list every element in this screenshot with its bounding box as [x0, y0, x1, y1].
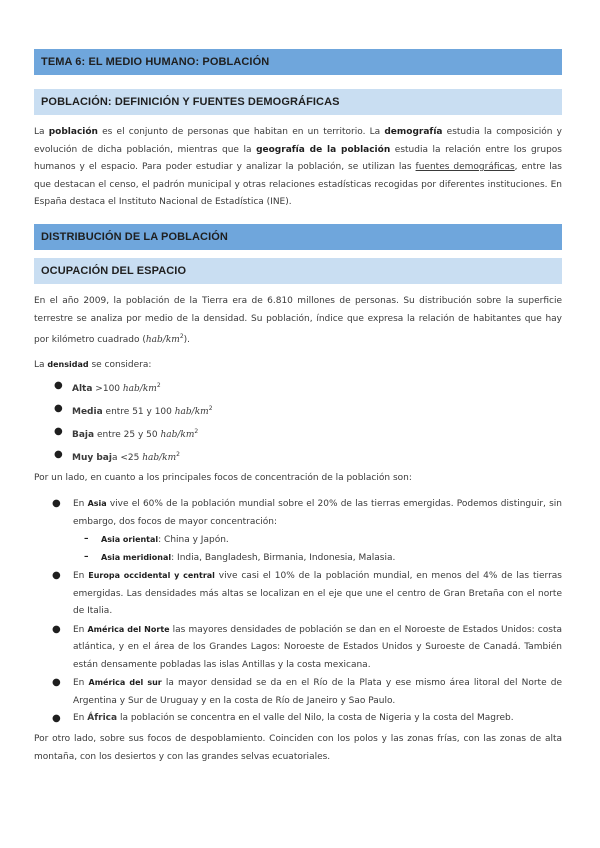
list-item: ● Media entre 51 y 100 hab/$km^2$: [54, 403, 213, 417]
focos-list: [52, 495, 562, 728]
unit-hab-km: hab/km: [145, 335, 180, 345]
term-geografia-poblacion: geografía de la población: [256, 144, 391, 155]
paragraph-focos-intro: Por un lado, en cuanto a los principales focos de concentración de la población son:: [34, 473, 412, 483]
paragraph-ocupacion: En el año 2009, la población de la Tierra era de 6.810 millones de personas. Su distribución sobre la superficie terrestre se analiza por medio de la densidad. Su población, índice que expresa la relación de habitantes que hay por kilómetro cuadrado $(hab/km^2)$.: [34, 296, 562, 345]
term-demografia: demografía: [384, 127, 443, 137]
asia-sublist: [73, 531, 562, 567]
list-item: ● Alta >100 hab/$km^2$: [54, 380, 161, 394]
density-list: [54, 377, 213, 469]
list-item: ● Muy baja <25 hab/$km^2$: [54, 449, 180, 463]
term-poblacion: población: [48, 127, 98, 137]
document-title: TEMA 6: EL MEDIO HUMANO: POBLACIÓN: [34, 49, 562, 75]
term-densidad: densidad: [47, 360, 89, 369]
list-item: – Asia oriental: China y Japón.: [84, 534, 229, 545]
list-item: ● Baja entre 25 y 50 hab/$km^2$: [54, 426, 199, 440]
list-item-europa: ● En Europa occidental y central vive casi el 10% de la población mundial, en menos del 4% de las tierras emergidas. Las densidades más altas se localizan en el eje que une el centro de Gran Bretaña con el norte de Italia.: [52, 570, 562, 616]
term-fuentes-demograficas: fuentes demográficas: [415, 162, 515, 172]
list-item: – Asia meridional: India, Bangladesh, Birmania, Indonesia, Malasia.: [84, 552, 396, 563]
section-heading-distribucion: DISTRIBUCIÓN DE LA POBLACIÓN: [34, 224, 562, 250]
paragraph-despoblamiento: Por otro lado, sobre sus focos de despoblamiento. Coinciden con los polos y las zonas frías, con las zonas de alta montaña, con los desiertos y con las grandes selvas ecuatoriales.: [34, 734, 562, 762]
paragraph-densidad-intro: La densidad se considera:: [34, 360, 152, 370]
section-heading-poblacion: POBLACIÓN: DEFINICIÓN Y FUENTES DEMOGRÁFICAS: [34, 89, 562, 115]
list-item-america-norte: ● En América del Norte las mayores densidades de población se dan en el Noroeste de Estados Unidos: costa atlántica, y en el área de los Grandes Lagos: Noroeste de Estados Unidos y Suroeste de Canadá. También están densamente pobladas las islas Antillas y la costa mexicana.: [52, 623, 562, 670]
list-item-africa: ● En África la población se concentra en el valle del Nilo, la costa de Nigeria y la costa del Magreb.: [52, 713, 514, 724]
subsection-heading-ocupacion: OCUPACIÓN DEL ESPACIO: [34, 258, 562, 284]
list-item-america-sur: ● En América del sur la mayor densidad se da en el Río de la Plata y ese mismo área litoral del Norte de Argentina y Sur de Uruguay y en la costa de Río de Janeiro y Sao Paulo.: [52, 677, 562, 706]
paragraph-definicion: La población es el conjunto de personas que habitan en un territorio. La demografía estudia la composición y evolución de dicha población, mientras que la geografía de la población estudia la relación entre los grupos humanos y el espacio. Para poder estudiar y analizar la población, se utilizan las fuentes demográficas, entre las que destacan el censo, el padrón municipal y otras relaciones estadísticas recogidas por diferentes instituciones. En España destaca el Instituto Nacional de Estadística (INE).: [34, 127, 563, 207]
list-item-asia: ● En Asia vive el 60% de la población mundial sobre el 20% de las tierras emergidas. Podemos distinguir, sin embargo, dos focos de mayor concentración: – Asia oriental: China y Japón. – Asia meridional: India, Bangladesh, Birmania, Indonesia, Malasia.: [52, 495, 562, 567]
